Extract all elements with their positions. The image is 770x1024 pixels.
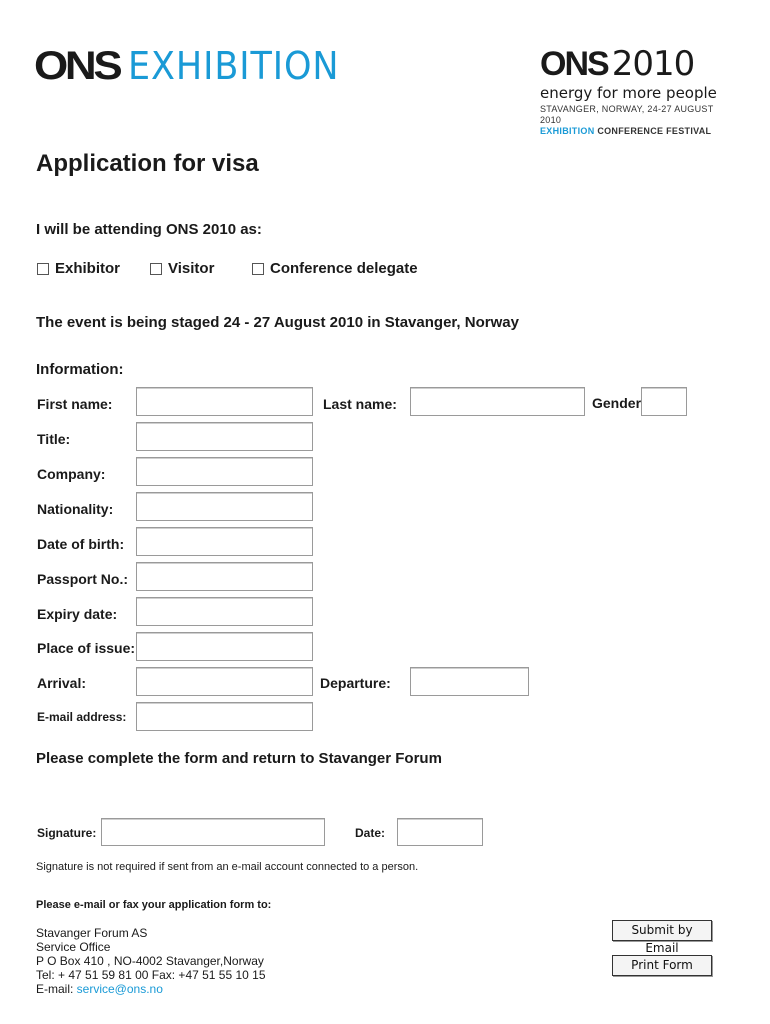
conference-delegate-checkbox[interactable] — [252, 263, 264, 275]
signature-note: Signature is not required if sent from an e-mail account connected to a person. — [36, 861, 419, 873]
title-label: Title: — [37, 431, 71, 447]
title-field[interactable] — [136, 422, 313, 451]
contact-email-line — [36, 982, 266, 996]
attending-heading: I will be attending ONS 2010 as: — [36, 221, 262, 238]
contact-line-4: Tel: + 47 51 59 81 00 Fax: +47 51 55 10 15 — [36, 968, 266, 982]
contact-email-prefix: E-mail: — [36, 982, 77, 996]
conference-delegate-label: Conference delegate — [270, 260, 418, 277]
exhibitor-option[interactable] — [37, 260, 120, 277]
email-label: E-mail address: — [37, 710, 127, 724]
date-field[interactable] — [397, 818, 483, 846]
signature-field[interactable] — [101, 818, 325, 846]
event-note: The event is being staged 24 - 27 August 2010 in Stavanger, Norway — [36, 314, 519, 331]
visitor-checkbox[interactable] — [150, 263, 162, 275]
company-label: Company: — [37, 466, 106, 482]
email-field[interactable] — [136, 702, 313, 731]
logo-exhibition-text: EXHIBITION — [127, 44, 340, 88]
nationality-field[interactable] — [136, 492, 313, 521]
logo-location: STAVANGER, NORWAY, 24-27 AUGUST 2010 — [540, 104, 714, 125]
first-name-field[interactable] — [136, 387, 313, 416]
departure-label: Departure: — [320, 675, 391, 691]
expiry-date-field[interactable] — [136, 597, 313, 626]
date-of-birth-label: Date of birth: — [37, 536, 125, 552]
gender-field[interactable] — [641, 387, 687, 416]
logo-festival-rest: CONFERENCE FESTIVAL — [594, 126, 712, 136]
gender-label: Gender — [592, 395, 642, 411]
date-label: Date: — [355, 826, 386, 840]
last-name-label: Last name: — [323, 396, 397, 412]
ons-exhibition-logo — [34, 44, 358, 88]
information-heading: Information: — [36, 361, 124, 378]
expiry-date-label: Expiry date: — [37, 606, 118, 622]
exhibitor-checkbox[interactable] — [37, 263, 49, 275]
contact-line-1: Stavanger Forum AS — [36, 926, 148, 940]
departure-field[interactable] — [410, 667, 529, 696]
print-form-button[interactable]: Print Form — [612, 955, 712, 976]
first-name-label: First name: — [37, 396, 113, 412]
logo-festival-exhibition: EXHIBITION — [540, 126, 595, 136]
logo-ons-text: ONS — [34, 44, 120, 88]
logo-festival — [540, 126, 720, 137]
place-of-issue-field[interactable] — [136, 632, 313, 661]
last-name-field[interactable] — [410, 387, 585, 416]
contact-email-link[interactable]: service@ons.no — [76, 982, 163, 996]
conference-delegate-option[interactable] — [252, 260, 418, 277]
contact-line-3: P O Box 410 , NO-4002 Stavanger,Norway — [36, 954, 264, 968]
passport-no-label: Passport No.: — [37, 571, 129, 587]
nationality-label: Nationality: — [37, 501, 114, 517]
date-of-birth-field[interactable] — [136, 527, 313, 556]
contact-address — [36, 926, 266, 996]
submit-by-email-button[interactable]: Submit by Email — [612, 920, 712, 941]
logo-right-ons: ONS — [540, 44, 608, 83]
return-note: Please complete the form and return to Stavanger Forum — [36, 750, 442, 767]
place-of-issue-label: Place of issue: — [37, 640, 136, 656]
contact-line-2: Service Office — [36, 940, 111, 954]
logo-tagline: energy for more people — [540, 84, 717, 102]
logo-right-year: 2010 — [611, 44, 695, 84]
arrival-field[interactable] — [136, 667, 313, 696]
company-field[interactable] — [136, 457, 313, 486]
visitor-option[interactable] — [150, 260, 214, 277]
passport-no-field[interactable] — [136, 562, 313, 591]
visitor-label: Visitor — [168, 260, 215, 277]
exhibitor-label: Exhibitor — [55, 260, 121, 277]
ons-2010-logo — [540, 44, 720, 137]
arrival-label: Arrival: — [37, 675, 87, 691]
page-title: Application for visa — [36, 150, 259, 177]
contact-heading: Please e-mail or fax your application form to: — [36, 899, 272, 911]
signature-label: Signature: — [37, 826, 97, 840]
